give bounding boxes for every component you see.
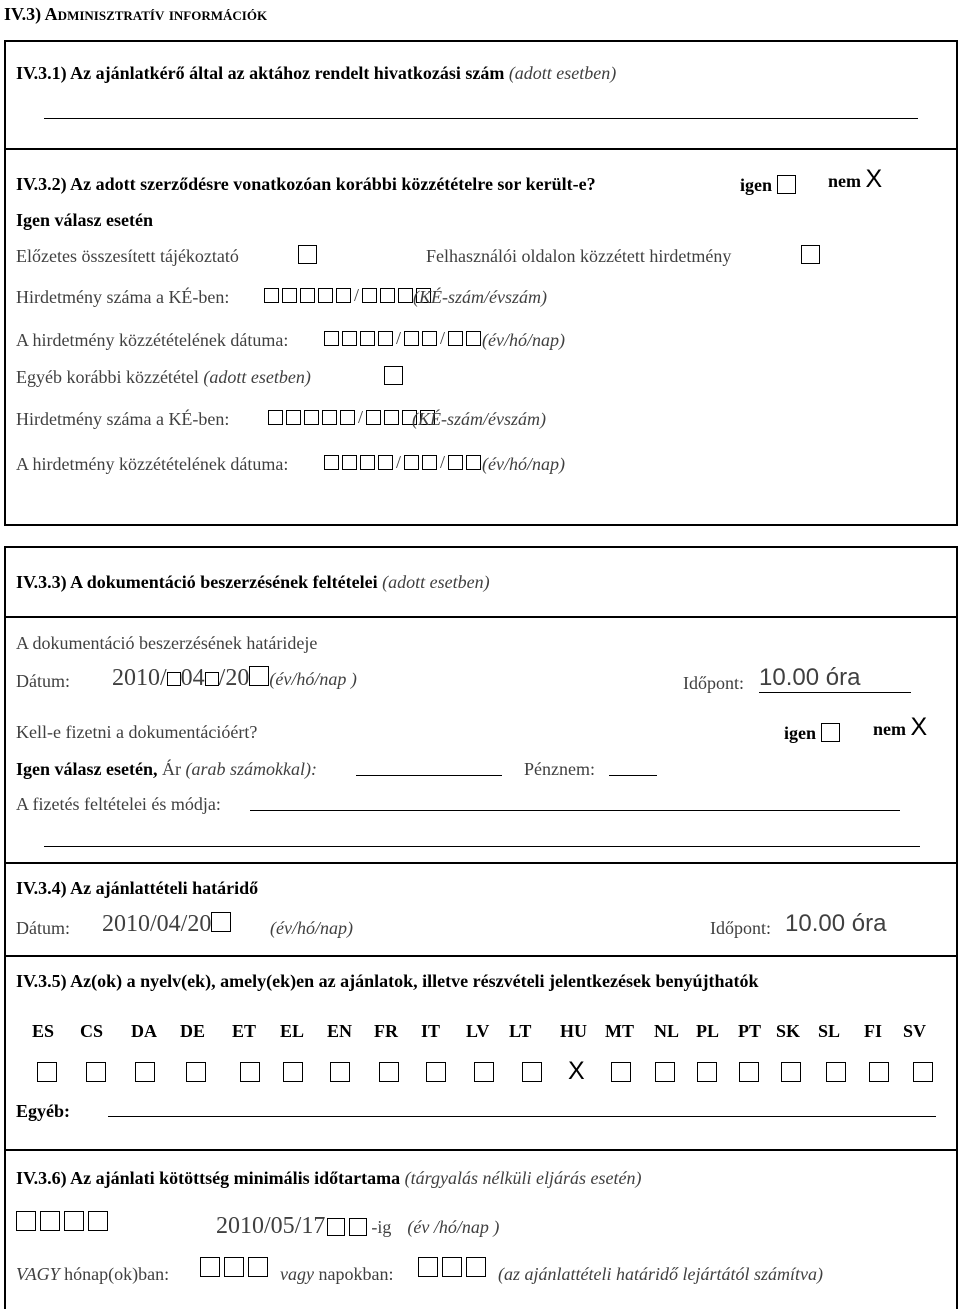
price-row: Igen válasz esetén, Ár (arab számokkal):: [16, 759, 317, 779]
language-code-es: ES: [32, 1021, 55, 1041]
language-code-sl: SL: [818, 1021, 841, 1041]
language-checkbox-en[interactable]: [330, 1062, 350, 1082]
other-prior-checkbox[interactable]: [384, 366, 403, 385]
language-code-sv: SV: [903, 1021, 927, 1041]
section-4-3-1-title: IV.3.1) Az ajánlatkérő által az aktához rendelt hivatkozási szám (adott esetben): [16, 63, 617, 83]
other-language-label: Egyéb:: [16, 1101, 70, 1121]
page-title: IV.3) Adminisztratív információk: [4, 4, 268, 24]
document-time-label: Időpont:: [683, 673, 744, 693]
document-date-label: Dátum:: [16, 671, 70, 691]
section-4-3-4-title: IV.3.4) Az ajánlattételi határidő: [16, 878, 259, 898]
validity-months-boxes: [200, 1257, 272, 1282]
language-checkbox-es[interactable]: [37, 1062, 57, 1082]
language-checkbox-fr[interactable]: [379, 1062, 399, 1082]
payment-terms-input[interactable]: [250, 810, 900, 811]
tender-date-format: (év/hó/nap): [270, 918, 353, 938]
language-code-lt: LT: [509, 1021, 532, 1041]
language-code-hu: HU: [560, 1021, 587, 1041]
language-checkbox-da[interactable]: [135, 1062, 155, 1082]
language-checkbox-fi[interactable]: [869, 1062, 889, 1082]
language-code-lv: LV: [466, 1021, 490, 1041]
language-code-nl: NL: [654, 1021, 680, 1041]
payment-terms-input-2[interactable]: [44, 846, 920, 847]
prior-info-checkbox[interactable]: [298, 245, 317, 264]
language-code-et: ET: [232, 1021, 257, 1041]
section-4-3-5-title: IV.3.5) Az(ok) a nyelv(ek), amely(ek)en az ajánlatok, illetve részvételi jelentkezések benyújthatók: [16, 971, 759, 991]
validity-date: 2010/05/17 -ig (év /hó/nap ): [216, 1213, 500, 1239]
document-date-value: 2010/ 04 /20 (év/hó/nap ): [112, 665, 357, 691]
language-checkbox-nl[interactable]: [655, 1062, 675, 1082]
language-code-cs: CS: [80, 1021, 104, 1041]
language-checkbox-et[interactable]: [240, 1062, 260, 1082]
validity-days-boxes: [418, 1257, 490, 1282]
prior-publication-no: nem X: [828, 165, 883, 193]
language-checkbox-sl[interactable]: [826, 1062, 846, 1082]
publication-date-row-2: A hirdetmény közzétételének dátuma:: [16, 454, 289, 474]
prior-no-mark[interactable]: X: [865, 165, 883, 193]
language-checkbox-cs[interactable]: [86, 1062, 106, 1082]
language-code-de: DE: [180, 1021, 206, 1041]
language-code-fi: FI: [864, 1021, 882, 1041]
publication-date-format-1: (év/hó/nap): [482, 330, 565, 350]
publication-date-row-1: A hirdetmény közzétételének dátuma:: [16, 330, 289, 350]
language-checkbox-lt[interactable]: [522, 1062, 542, 1082]
other-prior-publication: Egyéb korábbi közzététel (adott esetben): [16, 367, 311, 387]
prior-yes-checkbox[interactable]: [777, 175, 796, 194]
payment-no-mark[interactable]: X: [910, 713, 928, 741]
price-input[interactable]: [356, 775, 502, 776]
prior-publication-yes: igen: [740, 175, 796, 194]
language-code-en: EN: [327, 1021, 353, 1041]
validity-months-row: VAGY hónap(ok)ban:: [16, 1264, 170, 1284]
language-code-fr: FR: [374, 1021, 398, 1041]
language-checkbox-de[interactable]: [186, 1062, 206, 1082]
frame-divider: [4, 1149, 958, 1151]
frame-divider: [4, 955, 958, 957]
section-4-3-3-title: IV.3.3) A dokumentáció beszerzésének feltételei (adott esetben): [16, 572, 490, 592]
notice-number-format-1: (KÉ-szám/évszám): [413, 287, 547, 307]
language-code-el: EL: [280, 1021, 305, 1041]
publication-date-format-2: (év/hó/nap): [482, 454, 565, 474]
language-checkbox-pl[interactable]: [697, 1062, 717, 1082]
language-code-pl: PL: [696, 1021, 720, 1041]
notice-number-row-1: Hirdetmény száma a KÉ-ben:: [16, 287, 230, 307]
currency-input[interactable]: [609, 775, 657, 776]
publication-date-boxes-2: / /: [324, 453, 484, 471]
buyer-profile-checkbox[interactable]: [801, 245, 820, 264]
notice-number-row-2: Hirdetmény száma a KÉ-ben:: [16, 409, 230, 429]
tender-date-label: Dátum:: [16, 918, 70, 938]
tender-time-value[interactable]: 10.00 óra: [785, 910, 887, 937]
publication-date-boxes-1: / /: [324, 329, 484, 347]
prior-info-label: Előzetes összesített tájékoztató: [16, 246, 239, 266]
language-code-da: DA: [131, 1021, 157, 1041]
document-time-value[interactable]: 10.00 óra: [759, 664, 911, 693]
notice-number-boxes-1: /: [264, 286, 434, 304]
language-checkbox-it[interactable]: [426, 1062, 446, 1082]
tender-time-label: Időpont:: [710, 918, 771, 938]
frame-divider: [4, 148, 958, 150]
document-deadline-label: A dokumentáció beszerzésének határideje: [16, 633, 318, 653]
section-4-3-6-title: IV.3.6) Az ajánlati kötöttség minimális időtartama (tárgyalás nélküli eljárás esetén): [16, 1168, 642, 1188]
if-yes-label: Igen válasz esetén: [16, 210, 153, 230]
validity-days-row: vagy napokban:: [280, 1264, 394, 1284]
other-language-input[interactable]: [108, 1116, 936, 1117]
language-code-mt: MT: [605, 1021, 634, 1041]
language-checkbox-sv[interactable]: [913, 1062, 933, 1082]
notice-number-boxes-2: /: [268, 408, 438, 426]
payment-yes-checkbox[interactable]: [821, 723, 840, 742]
payment-yes: igen: [784, 723, 840, 742]
language-checkbox-hu[interactable]: X: [568, 1057, 585, 1085]
section-4-3-2-title: IV.3.2) Az adott szerződésre vonatkozóan korábbi közzétételre sor került-e?: [16, 174, 596, 194]
buyer-profile-label: Felhasználói oldalon közzétett hirdetmény: [426, 246, 732, 266]
tender-date-value: 2010/04/20: [102, 910, 231, 941]
payment-no: nem X: [873, 713, 928, 741]
frame-divider: [4, 862, 958, 864]
language-code-pt: PT: [738, 1021, 762, 1041]
currency-label: Pénznem:: [524, 759, 595, 779]
payment-question: Kell-e fizetni a dokumentációért?: [16, 722, 258, 742]
language-checkbox-sk[interactable]: [781, 1062, 801, 1082]
notice-number-format-2: (KÉ-szám/évszám): [412, 409, 546, 429]
frame-divider: [4, 616, 958, 618]
language-checkbox-el[interactable]: [283, 1062, 303, 1082]
validity-from-note: (az ajánlattételi határidő lejártától számítva): [498, 1264, 823, 1284]
language-code-sk: SK: [776, 1021, 801, 1041]
language-code-it: IT: [421, 1021, 441, 1041]
language-checkbox-mt[interactable]: [611, 1062, 631, 1082]
language-checkbox-lv[interactable]: [474, 1062, 494, 1082]
reference-number-line[interactable]: [44, 118, 918, 119]
language-checkbox-pt[interactable]: [739, 1062, 759, 1082]
payment-terms-label: A fizetés feltételei és módja:: [16, 794, 221, 814]
validity-number-boxes: [16, 1211, 112, 1236]
